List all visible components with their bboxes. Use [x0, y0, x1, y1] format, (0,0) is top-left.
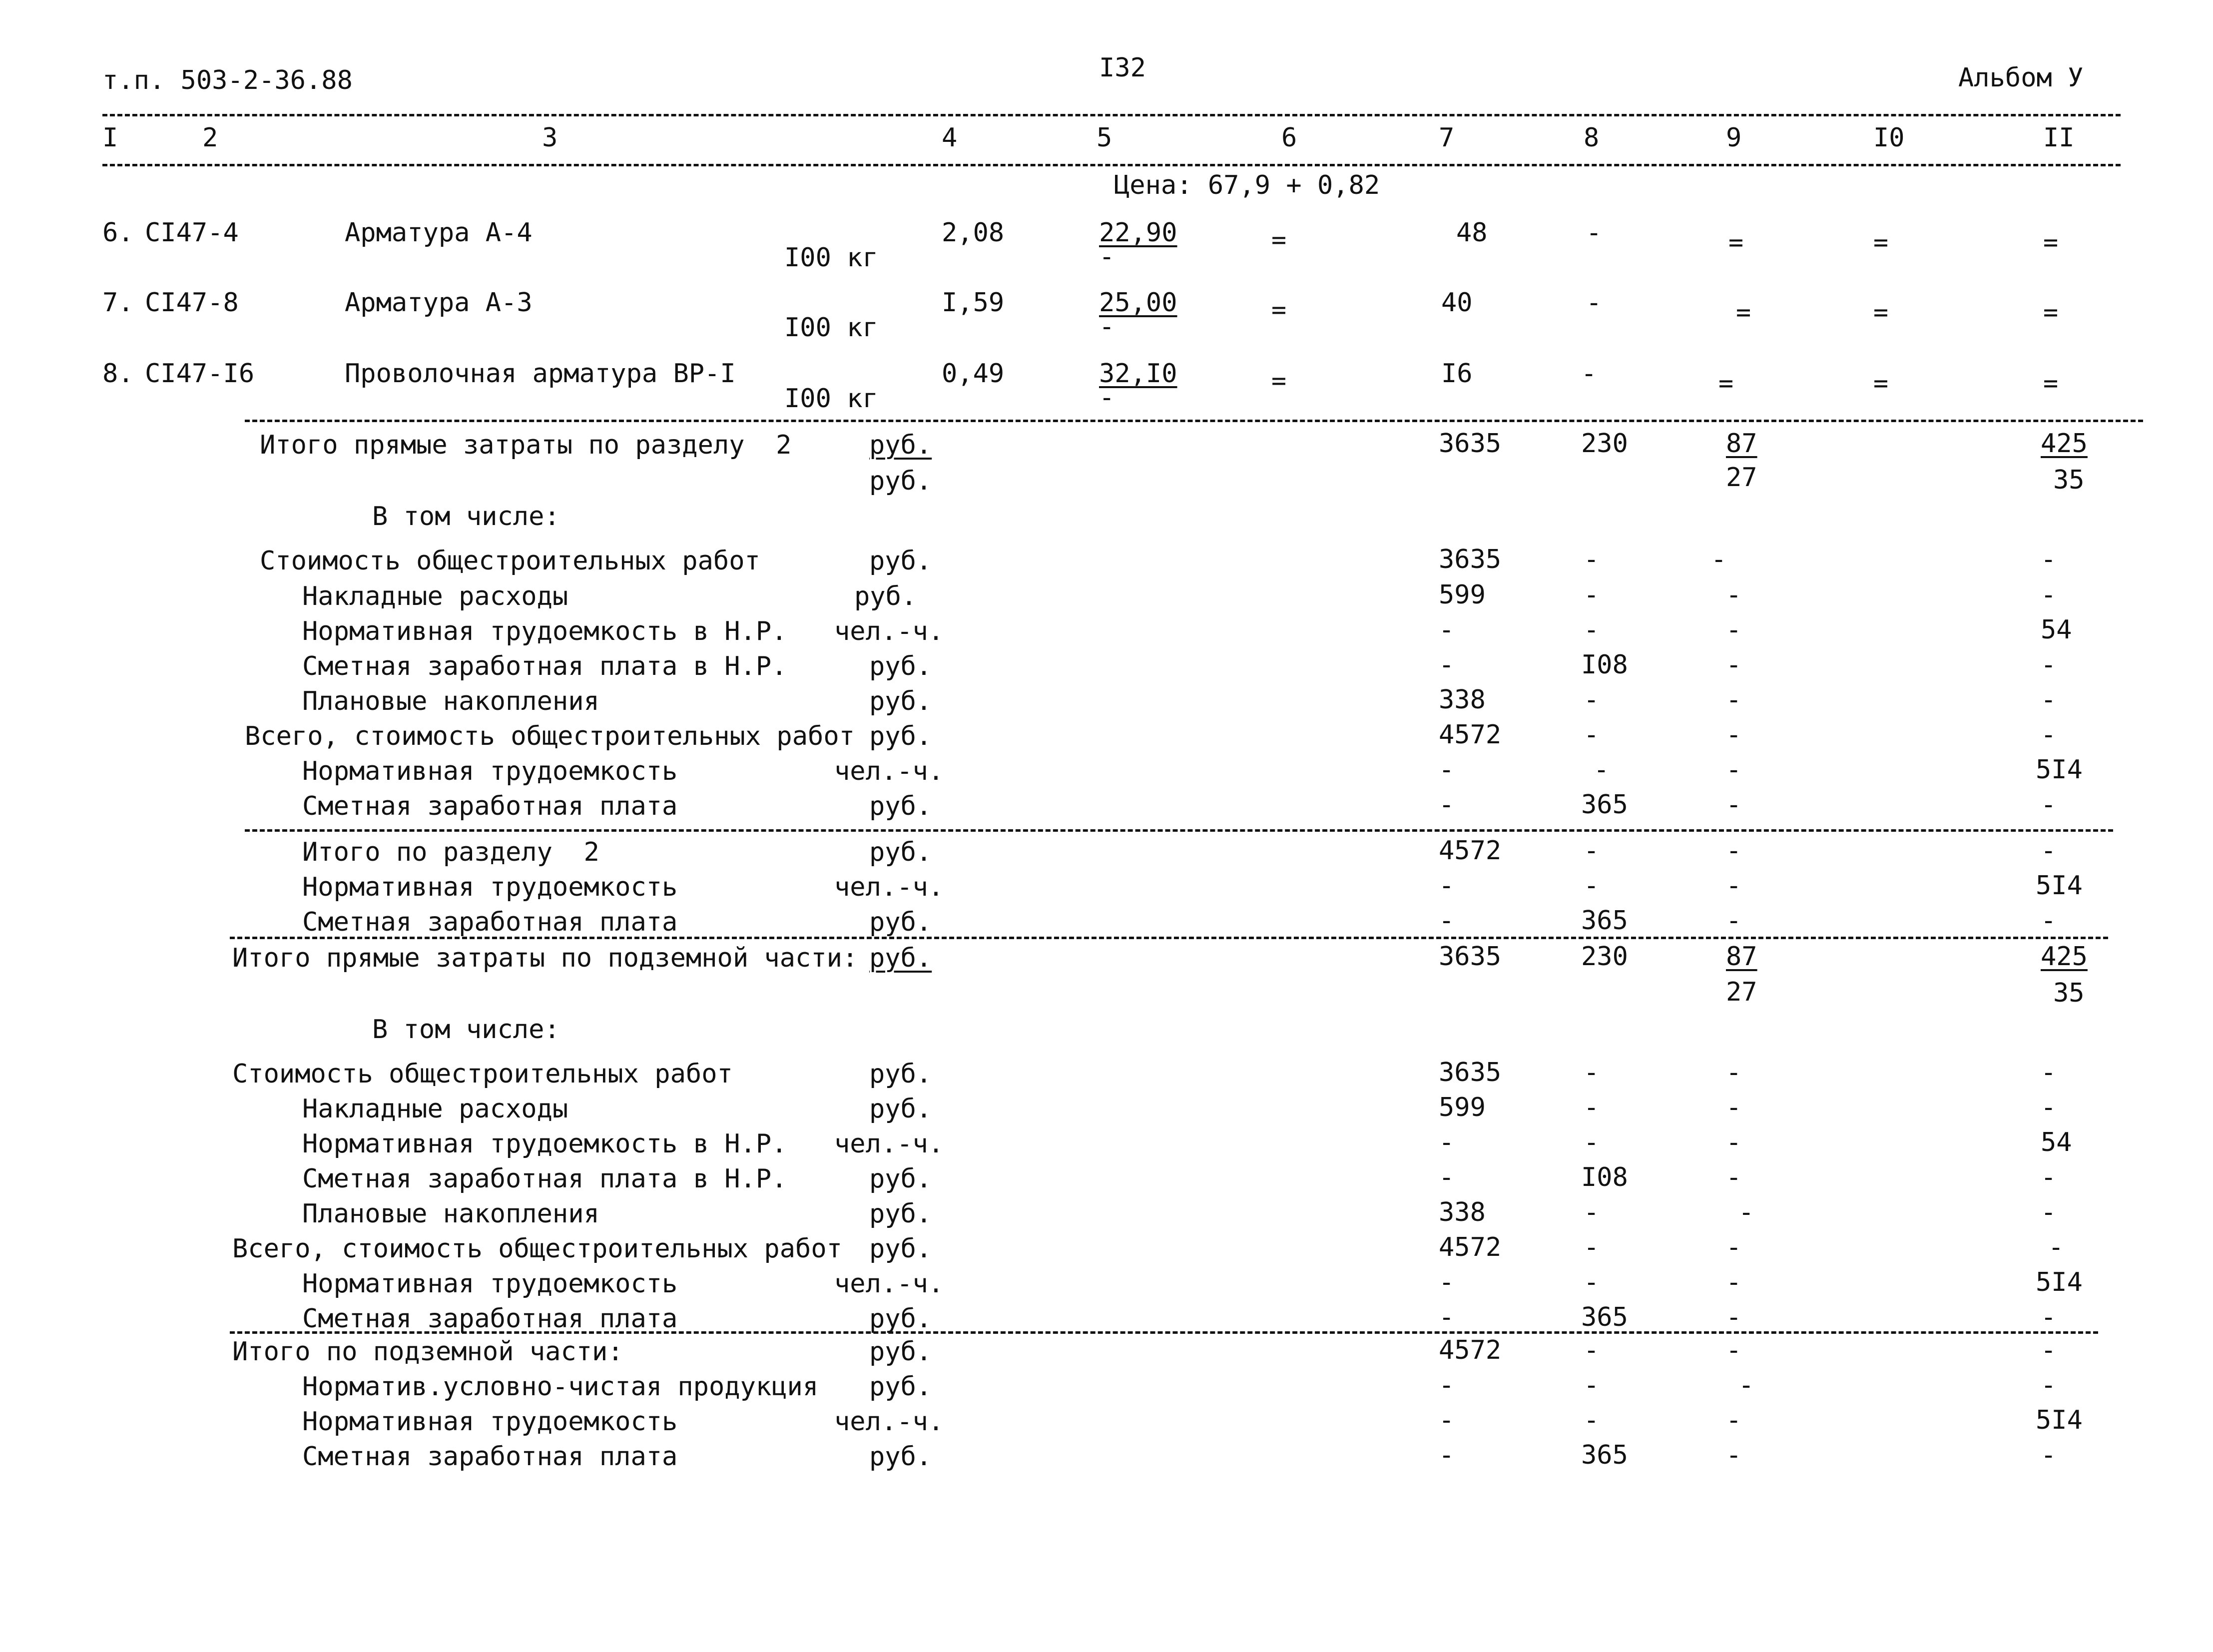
- row-col7: 3635: [1439, 545, 1502, 574]
- col-header-3: 3: [542, 123, 558, 153]
- underground-total-col11-top: 425: [2041, 942, 2088, 972]
- underground-total-unit: руб.: [869, 943, 932, 973]
- row-col9: -: [1726, 1232, 1742, 1262]
- row-unit: руб.: [854, 581, 917, 611]
- row-col9: -: [1726, 755, 1742, 785]
- row-label: Сметная заработная плата: [302, 791, 678, 821]
- row-label: Сметная заработная плата: [302, 907, 678, 937]
- item-col11: =: [2043, 228, 2059, 257]
- row-col11: -: [2041, 1440, 2057, 1470]
- row-col8: -: [1584, 1093, 1600, 1122]
- row-col8: -: [1594, 755, 1610, 785]
- row-unit: чел.-ч.: [834, 1407, 944, 1437]
- row-col7: 599: [1439, 580, 1486, 610]
- col-header-4: 4: [942, 123, 958, 153]
- row-unit: руб.: [869, 651, 932, 681]
- row-col7: -: [1439, 1405, 1455, 1435]
- col-header-8: 8: [1584, 123, 1600, 153]
- item-price: 22,90: [1099, 218, 1177, 248]
- row-col9: -: [1726, 906, 1742, 936]
- row-col11: 5I4: [2036, 1405, 2083, 1435]
- doc-code: т.п. 503-2-36.88: [102, 65, 353, 95]
- row-col11: 54: [2041, 1127, 2072, 1157]
- col-header-6: 6: [1281, 123, 1297, 153]
- row-unit: чел.-ч.: [834, 1129, 944, 1159]
- item-price: 25,00: [1099, 288, 1177, 318]
- item-col10: =: [1873, 298, 1889, 327]
- section2-including: В том числе:: [372, 502, 560, 532]
- row-col7: -: [1439, 1267, 1455, 1297]
- col-header-11: II: [2043, 123, 2075, 153]
- row-col7: -: [1439, 1162, 1455, 1192]
- row-col9: -: [1726, 1267, 1742, 1297]
- row-label: Сметная заработная плата: [302, 1442, 678, 1472]
- col-header-2: 2: [202, 123, 218, 153]
- row-col8: 365: [1581, 790, 1628, 820]
- underground-including: В том числе:: [372, 1015, 560, 1045]
- row-label: Плановые накопления: [302, 1199, 599, 1229]
- col-header-7: 7: [1439, 123, 1455, 153]
- item-col10: =: [1873, 369, 1889, 398]
- row-col11: -: [2041, 545, 2057, 574]
- row-col8: -: [1584, 1267, 1600, 1297]
- row-col11: -: [2041, 1335, 2057, 1365]
- page-number: I32: [1099, 53, 1146, 83]
- row-unit: руб.: [869, 1059, 932, 1089]
- row-col7: 4572: [1439, 1232, 1502, 1262]
- row-col9: -: [1726, 615, 1742, 645]
- row-col8: -: [1584, 1370, 1600, 1400]
- row-col8: 365: [1581, 906, 1628, 936]
- row-unit: руб.: [869, 1304, 932, 1334]
- row-label: Итого по подземной части:: [232, 1337, 623, 1367]
- row-label: Всего, стоимость общестроительных работ: [232, 1234, 842, 1264]
- row-col9: -: [1711, 545, 1727, 574]
- row-unit: руб.: [869, 546, 932, 576]
- item-col9: =: [1718, 369, 1734, 398]
- item-col7: 48: [1456, 218, 1488, 248]
- row-label: Накладные расходы: [302, 581, 568, 611]
- item-unit: I00 кг: [784, 384, 878, 414]
- row-col7: -: [1439, 1127, 1455, 1157]
- row-col8: -: [1584, 836, 1600, 866]
- item-number: 6.: [102, 218, 134, 248]
- row-col8: -: [1584, 580, 1600, 610]
- row-col8: 365: [1581, 1302, 1628, 1332]
- row-col11: -: [2041, 1162, 2057, 1192]
- row-col11: -: [2041, 1197, 2057, 1227]
- row-unit: руб.: [869, 721, 932, 751]
- col-header-10: I0: [1873, 123, 1905, 153]
- row-unit: руб.: [869, 686, 932, 716]
- row-col8: -: [1584, 1232, 1600, 1262]
- row-col11: -: [2041, 685, 2057, 715]
- row-unit: руб.: [869, 837, 932, 867]
- row-col7: 3635: [1439, 1058, 1502, 1088]
- row-col7: 599: [1439, 1093, 1486, 1122]
- item-qty: 2,08: [942, 218, 1005, 248]
- section2-total-col11-bottom: 35: [2053, 465, 2085, 495]
- underground-total-col8: 230: [1581, 942, 1628, 972]
- section-rule: [245, 829, 2113, 832]
- row-col9: -: [1726, 790, 1742, 820]
- item-name: Арматура А-3: [345, 288, 533, 318]
- row-label: Сметная заработная плата в Н.Р.: [302, 651, 787, 681]
- row-col7: -: [1439, 1370, 1455, 1400]
- row-col8: I08: [1581, 650, 1628, 680]
- row-col8: -: [1584, 545, 1600, 574]
- row-col9: -: [1726, 1440, 1742, 1470]
- item-col7: 40: [1441, 288, 1473, 318]
- row-unit: руб.: [869, 1372, 932, 1402]
- row-col9: -: [1738, 1197, 1754, 1227]
- row-unit: чел.-ч.: [834, 872, 944, 902]
- item-col8: -: [1586, 288, 1602, 318]
- row-col7: -: [1439, 1440, 1455, 1470]
- row-col11: 5I4: [2036, 871, 2083, 901]
- row-col11: -: [2041, 1058, 2057, 1088]
- row-label: Нормативная трудоемкость: [302, 872, 678, 902]
- row-col8: -: [1584, 615, 1600, 645]
- row-col9: -: [1726, 871, 1742, 901]
- row-col8: -: [1584, 1127, 1600, 1157]
- row-col11: -: [2041, 1370, 2057, 1400]
- underground-total-label: Итого прямые затраты по подземной части:: [232, 943, 858, 973]
- row-label: Сметная заработная плата: [302, 1304, 678, 1334]
- row-unit: руб.: [869, 907, 932, 937]
- row-label: Стоимость общестроительных работ: [260, 546, 760, 576]
- item-code: СI47-I6: [145, 359, 255, 389]
- item-col6: =: [1271, 366, 1287, 395]
- row-label: Нормативная трудоемкость: [302, 1407, 678, 1437]
- row-col9: -: [1726, 580, 1742, 610]
- col-header-9: 9: [1726, 123, 1742, 153]
- row-unit: руб.: [869, 791, 932, 821]
- row-col9: -: [1726, 1405, 1742, 1435]
- row-col7: -: [1439, 615, 1455, 645]
- item-price: 32,I0: [1099, 359, 1177, 389]
- section2-total-col8: 230: [1581, 429, 1628, 459]
- row-col11: 5I4: [2036, 755, 2083, 785]
- item-number: 8.: [102, 359, 134, 389]
- row-col7: -: [1439, 790, 1455, 820]
- row-col9: -: [1726, 1093, 1742, 1122]
- section2-total-col11-top: 425: [2041, 429, 2088, 459]
- section2-total-col7: 3635: [1439, 429, 1502, 459]
- row-col11: -: [2041, 1302, 2057, 1332]
- row-unit: руб.: [869, 1094, 932, 1124]
- item-name: Арматура А-4: [345, 218, 533, 248]
- section-rule: [230, 937, 2108, 939]
- row-col9: -: [1726, 1162, 1742, 1192]
- row-col11: -: [2041, 836, 2057, 866]
- row-unit: чел.-ч.: [834, 616, 944, 646]
- row-col11: -: [2041, 790, 2057, 820]
- row-col8: -: [1584, 871, 1600, 901]
- row-col7: -: [1439, 650, 1455, 680]
- section2-total-unit: руб.: [869, 430, 932, 460]
- col-header-1: I: [102, 123, 118, 153]
- item-col8: -: [1586, 218, 1602, 248]
- row-col11: -: [2041, 580, 2057, 610]
- row-label: Нормативная трудоемкость в Н.Р.: [302, 1129, 787, 1159]
- item-code: СI47-4: [145, 218, 239, 248]
- item-col6: =: [1271, 225, 1287, 254]
- row-col8: -: [1584, 1197, 1600, 1227]
- section2-total-col9-top: 87: [1726, 429, 1757, 459]
- row-col7: 338: [1439, 1197, 1486, 1227]
- row-col8: -: [1584, 1405, 1600, 1435]
- item-name: Проволочная арматура ВР-I: [345, 359, 736, 389]
- row-col9: -: [1726, 1127, 1742, 1157]
- row-col11: -: [2041, 720, 2057, 750]
- item-col10: =: [1873, 228, 1889, 257]
- item-col9: =: [1736, 298, 1751, 327]
- col-header-5: 5: [1097, 123, 1112, 153]
- row-col11: -: [2041, 650, 2057, 680]
- row-col7: -: [1439, 1302, 1455, 1332]
- item-col8: -: [1581, 359, 1597, 389]
- item-price-dash-mark: -: [1099, 242, 1115, 272]
- row-col9: -: [1738, 1370, 1754, 1400]
- row-col8: -: [1584, 1058, 1600, 1088]
- row-col7: 4572: [1439, 720, 1502, 750]
- row-col11: 54: [2041, 615, 2072, 645]
- row-label: Итого по разделу 2: [302, 837, 599, 867]
- row-col8: -: [1584, 720, 1600, 750]
- item-qty: I,59: [942, 288, 1005, 318]
- row-unit: руб.: [869, 1164, 932, 1194]
- item-col7: I6: [1441, 359, 1473, 389]
- header-rule-top: [102, 114, 2121, 116]
- row-col9: -: [1726, 836, 1742, 866]
- item-qty: 0,49: [942, 359, 1005, 389]
- row-col9: -: [1726, 1335, 1742, 1365]
- row-col11: -: [2041, 906, 2057, 936]
- row-unit: руб.: [869, 1337, 932, 1367]
- album-label: Альбом У: [1958, 63, 2084, 93]
- item-price-dash-mark: -: [1099, 383, 1115, 413]
- row-label: Норматив.условно-чистая продукция: [302, 1372, 819, 1402]
- item-col11: =: [2043, 298, 2059, 327]
- item-col6: =: [1271, 295, 1287, 324]
- section2-total-unit2: руб.: [869, 466, 932, 496]
- row-col9: -: [1726, 720, 1742, 750]
- item-code: СI47-8: [145, 288, 239, 318]
- row-label: Нормативная трудоемкость в Н.Р.: [302, 616, 787, 646]
- row-col11: -: [2041, 1093, 2057, 1122]
- row-label: Плановые накопления: [302, 686, 599, 716]
- underground-total-col11-bottom: 35: [2053, 978, 2085, 1008]
- underground-total-col7: 3635: [1439, 942, 1502, 972]
- item-price-dash-mark: -: [1099, 312, 1115, 342]
- row-col7: 4572: [1439, 1335, 1502, 1365]
- row-col7: -: [1439, 755, 1455, 785]
- underground-total-col9-top: 87: [1726, 942, 1757, 972]
- row-col11: 5I4: [2036, 1267, 2083, 1297]
- row-col9: -: [1726, 1058, 1742, 1088]
- section-rule: [245, 420, 2143, 422]
- row-col7: -: [1439, 906, 1455, 936]
- item-col11: =: [2043, 369, 2059, 398]
- row-unit: руб.: [869, 1199, 932, 1229]
- row-label: Всего, стоимость общестроительных работ: [245, 721, 855, 751]
- item-col9: =: [1728, 228, 1744, 257]
- header-rule-bottom: [102, 164, 2121, 166]
- row-col7: -: [1439, 871, 1455, 901]
- row-col8: I08: [1581, 1162, 1628, 1192]
- row-unit: чел.-ч.: [834, 756, 944, 786]
- row-label: Сметная заработная плата в Н.Р.: [302, 1164, 787, 1194]
- row-unit: руб.: [869, 1442, 932, 1472]
- item-number: 7.: [102, 288, 134, 318]
- section-rule: [230, 1331, 2098, 1334]
- row-col11: -: [2048, 1232, 2064, 1262]
- section2-total-label: Итого прямые затраты по разделу 2: [260, 430, 792, 460]
- row-col9: -: [1726, 650, 1742, 680]
- row-col8: -: [1584, 1335, 1600, 1365]
- row-unit: чел.-ч.: [834, 1269, 944, 1299]
- row-label: Нормативная трудоемкость: [302, 1269, 678, 1299]
- row-col9: -: [1726, 685, 1742, 715]
- section2-total-col9-bottom: 27: [1726, 463, 1757, 493]
- row-col7: 4572: [1439, 836, 1502, 866]
- underground-total-col9-bottom: 27: [1726, 977, 1757, 1007]
- row-col8: 365: [1581, 1440, 1628, 1470]
- row-unit: руб.: [869, 1234, 932, 1264]
- row-col9: -: [1726, 1302, 1742, 1332]
- row-label: Накладные расходы: [302, 1094, 568, 1124]
- row-label: Стоимость общестроительных работ: [232, 1059, 733, 1089]
- row-label: Нормативная трудоемкость: [302, 756, 678, 786]
- item-unit: I00 кг: [784, 313, 878, 343]
- item-unit: I00 кг: [784, 243, 878, 273]
- row-col8: -: [1584, 685, 1600, 715]
- row-col7: 338: [1439, 685, 1486, 715]
- price-note: Цена: 67,9 + 0,82: [1114, 170, 1380, 200]
